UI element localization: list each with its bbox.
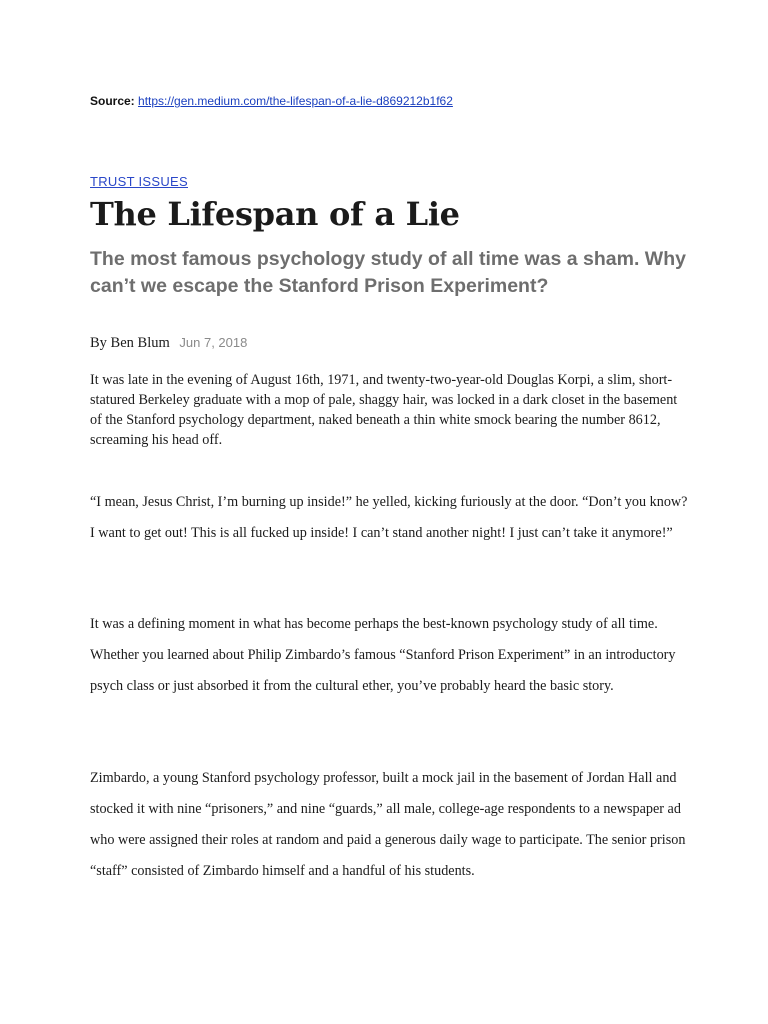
source-line (90, 93, 453, 109)
byline (90, 333, 247, 353)
article-subtitle: The most famous psychology study of all time was a sham. Why can’t we escape the Stanford Prison Experiment? (90, 248, 686, 297)
article-title: The Lifespan of a Lie (90, 195, 460, 233)
source-label: Source: (90, 94, 135, 108)
body-paragraph-2: “I mean, Jesus Christ, I’m burning up inside!” he yelled, kicking furiously at the door. “Don’t you know? I want to get out! This is all fucked up inside! I can’t stand another night! I just can’t take it anymore!” (90, 494, 688, 541)
source-link[interactable]: https://gen.medium.com/the-lifespan-of-a-lie-d869212b1f62 (138, 94, 453, 108)
body-paragraph-1: It was late in the evening of August 16th, 1971, and twenty-two-year-old Douglas Korpi, a slim, short-statured Berkeley graduate with a mop of pale, shaggy hair, was locked in a dark closet in the basement of the Stanford psychology department, naked beneath a thin white smock bearing the number 8612, screaming his head off. (90, 372, 678, 448)
body-paragraph-3: It was a defining moment in what has become perhaps the best-known psychology study of all time. Whether you learned about Philip Zimbardo’s famous “Stanford Prison Experiment” in an introductory psych class or just absorbed it from the cultural ether, you’ve probably heard the basic story. (90, 616, 676, 694)
body-paragraph-4: Zimbardo, a young Stanford psychology professor, built a mock jail in the basement of Jordan Hall and stocked it with nine “prisoners,” and nine “guards,” all male, college-age respondents to a newspaper ad who were assigned their roles at random and paid a generous daily wage to participate. The senior prison “staff” consisted of Zimbardo himself and a handful of his students. (90, 770, 686, 879)
author-name: By Ben Blum (90, 335, 170, 351)
article-kicker-link[interactable]: TRUST ISSUES (90, 174, 188, 189)
publish-date: Jun 7, 2018 (179, 335, 248, 350)
